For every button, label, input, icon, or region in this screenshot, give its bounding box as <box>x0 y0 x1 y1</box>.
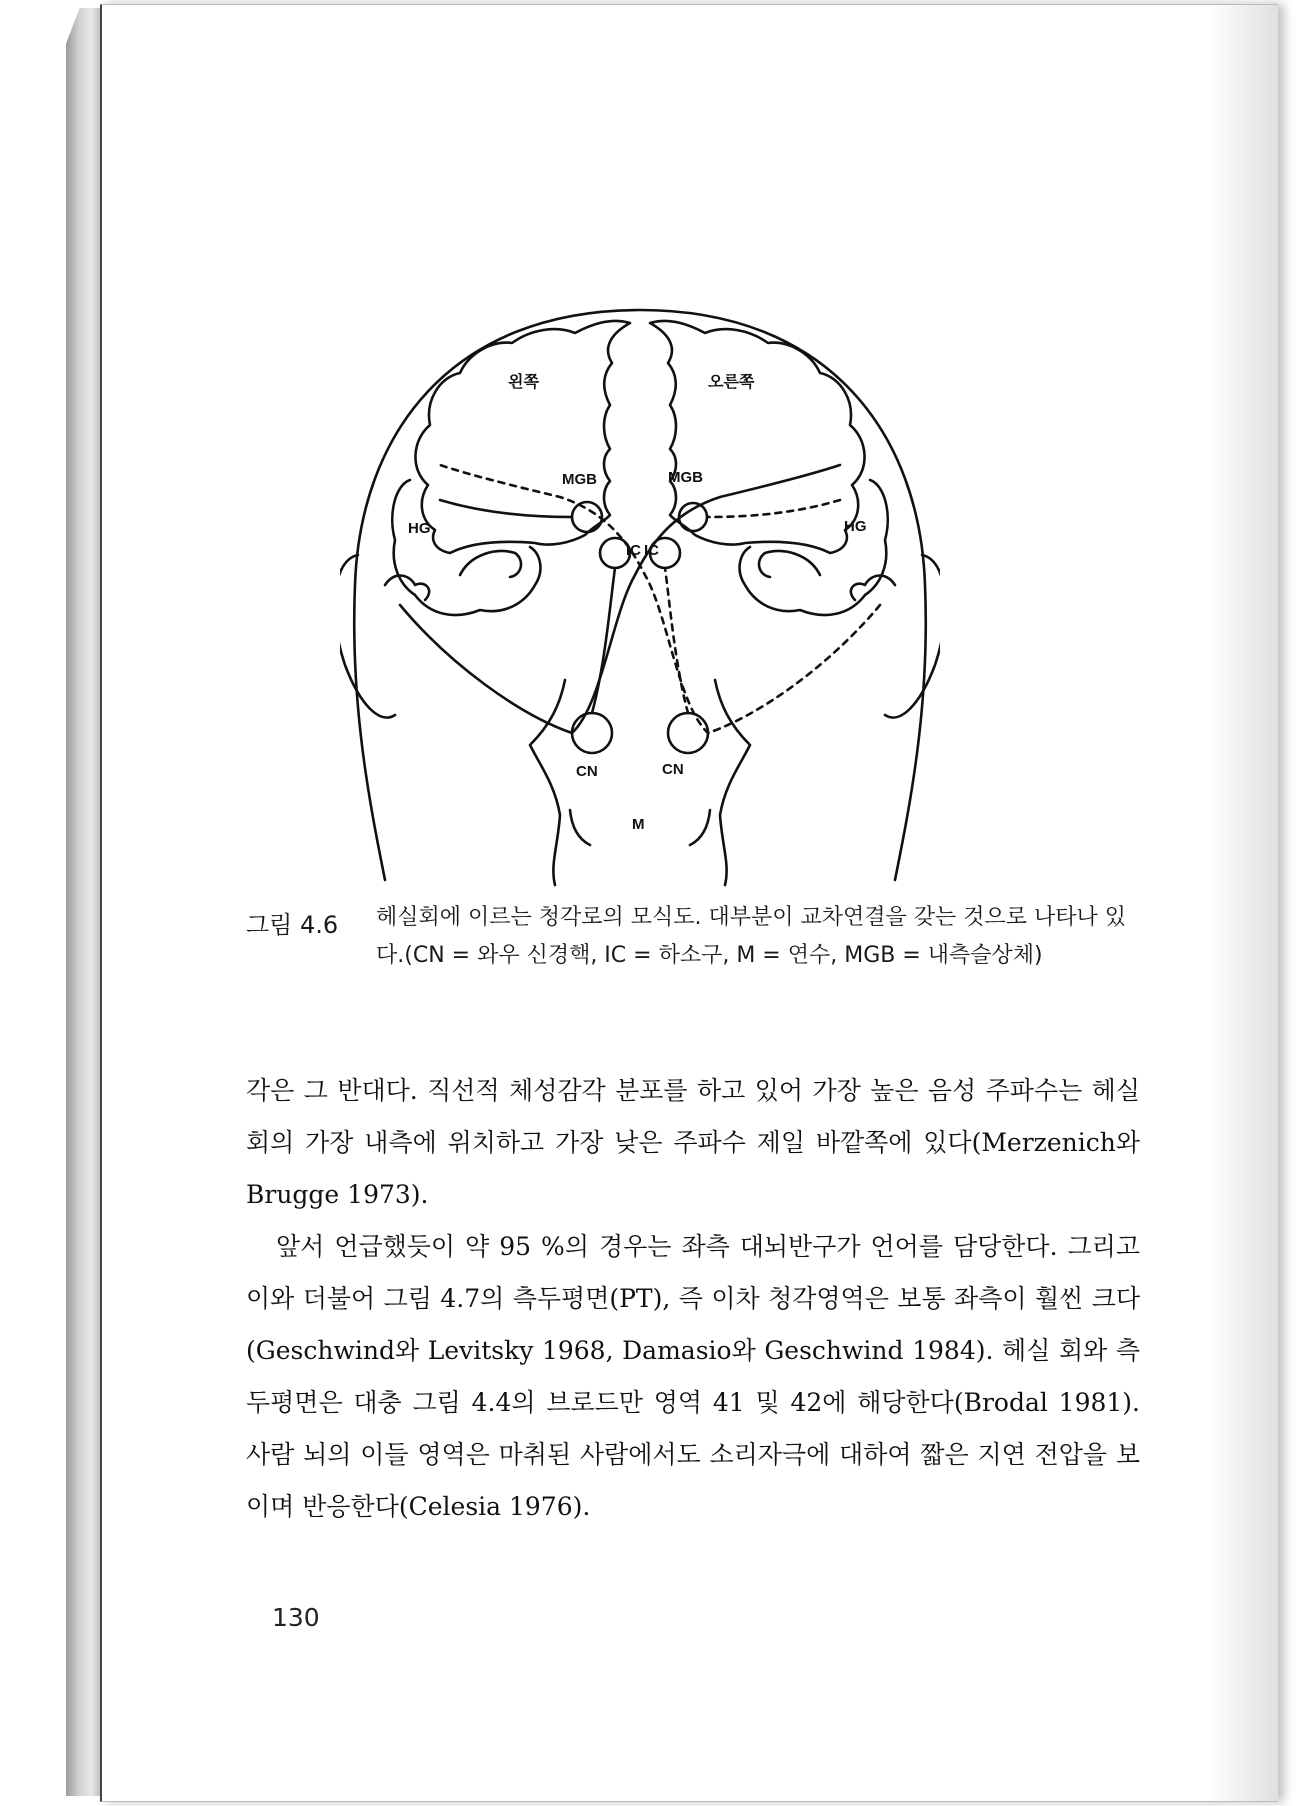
label-hg-right: HG <box>844 518 867 535</box>
mgb-right-circle <box>679 503 707 531</box>
paragraph: 각은 그 반대다. 직선적 체성감각 분포를 하고 있어 가장 높은 음성 주파수는 헤실 회의 가장 내측에 위치하고 가장 낮은 주파수 제일 바깥쪽에 있다(Merzenich와 Brugge 1973). <box>246 1076 1140 1209</box>
auditory-pathway-figure <box>340 285 940 895</box>
label-left: 왼쪽 <box>508 372 539 391</box>
label-ic-right: IC <box>644 542 659 559</box>
right-hemisphere <box>650 321 865 553</box>
label-cn-right: CN <box>662 761 684 778</box>
right-ear <box>885 555 940 718</box>
label-m: M <box>632 816 645 833</box>
figure-caption <box>246 905 1146 975</box>
paragraph: 앞서 언급했듯이 약 95 %의 경우는 좌측 대뇌반구가 언어를 담당한다. 그리고 이와 더불어 그림 4.7의 측두평면(PT), 즉 이차 청각영역은 보통 좌측이 훨씬 크다(Geschwind와 Levitsky 1968, Damasio와 Geschwind 1984). 헤실 회와 측두평면은 대충 그림 4.4의 브로드만 영역 41 및 42에 해당한다(Brodal 1981). 사람 뇌의 이들 영역은 마취된 사람에서도 소리자극에 대하여 짧은 지연 전압을 보이며 반응한다(Celesia 1976). <box>246 1232 1140 1521</box>
body-text <box>246 1065 1140 1533</box>
label-ic-left: IC <box>626 542 641 559</box>
label-cn-left: CN <box>576 763 598 780</box>
label-mgb-right: MGB <box>668 469 703 486</box>
cn-right-circle <box>668 713 708 753</box>
head-outline <box>354 310 926 880</box>
mgb-left-circle <box>572 502 602 532</box>
cn-left-circle <box>572 713 612 753</box>
label-right: 오른쪽 <box>708 372 755 391</box>
book-spine <box>66 8 102 1796</box>
solid-pathway <box>400 465 840 733</box>
caption-label: 그림 4.6 <box>246 911 339 939</box>
label-hg-left: HG <box>408 520 431 537</box>
auditory-pathway-diagram <box>340 285 940 895</box>
page-number: 130 <box>272 1603 320 1632</box>
dashed-pathway <box>440 465 880 733</box>
left-ear <box>340 555 395 718</box>
brainstem-right <box>715 680 750 885</box>
left-hemisphere <box>415 321 630 553</box>
caption-text: 헤실회에 이르는 청각로의 모식도. 대부분이 교차연결을 갖는 것으로 나타나 있다.(CN = 와우 신경핵, IC = 하소구, M = 연수, MGB = 내측슬상체) <box>376 905 1126 968</box>
label-mgb-left: MGB <box>562 471 597 488</box>
brainstem-left <box>530 680 565 885</box>
